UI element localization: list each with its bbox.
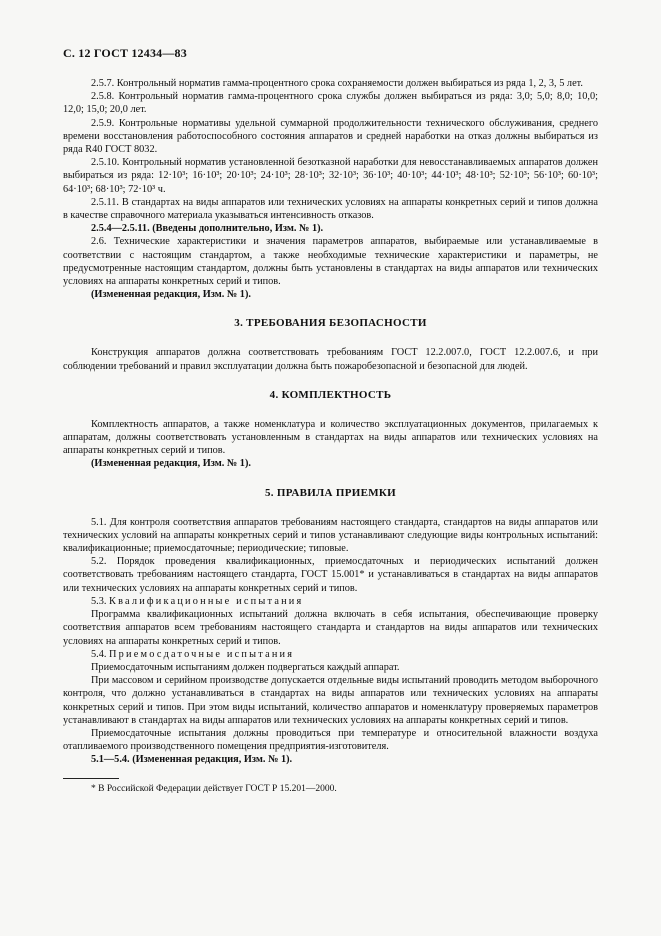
section-4-body	[63, 418, 598, 471]
clause-5-4-paragraph-b: При массовом и серийном производстве допускается отдельные виды испытаний проводить методом выборочного контроля, что должно устанавливаться в стандартах на виды аппаратов или технических условиях на аппараты конкретных серий и типов. При этом виды испытаний, количество аппаратов и номенклатуру проверяемых параметров устанавливают в стандартах на виды аппаратов или технических условиях на аппараты конкретных серий и типов.	[63, 675, 598, 726]
amendment-note-5: 5.1—5.4. (Измененная редакция, Изм. № 1).	[91, 754, 293, 766]
section-3-body	[63, 346, 598, 372]
clause-5-2: 5.2. Порядок проведения квалификационных, приемосдаточных и периодических испытаний должен соответствовать требованиям настоящего стандарта, ГОСТ 15.001* и устанавливаться в стандартах на виды аппаратов или технических условиях на аппараты конкретных серий и типов.	[63, 556, 598, 594]
clause-5-4-heading	[63, 648, 598, 661]
clause-2-5-9: 2.5.9. Контрольные нормативы удельной суммарной продолжительности технического обслуживания, среднего времени восстановления работоспособного состояния аппаратов и средней наработки на отказ должны выбираться из ряда R40 ГОСТ 8032.	[63, 117, 598, 156]
section-3-title: 3. ТРЕБОВАНИЯ БЕЗОПАСНОСТИ	[234, 317, 427, 330]
clause-5-4-paragraph-c: Приемосдаточные испытания должны проводиться при температуре и относительной влажности воздуха отапливаемого производственного помещения предприятия-изготовителя.	[63, 727, 598, 753]
amendment-note-4: (Измененная редакция, Изм. № 1).	[91, 458, 251, 470]
clause-5-1: 5.1. Для контроля соответствия аппаратов требованиям настоящего стандарта, стандартов на виды аппаратов или технических условий на аппараты конкретных серий и типов устанавливают следующие виды контрольных испытаний: квалификационные; приемосдаточные; периодические; типовые.	[63, 516, 598, 555]
amendment-note-2-6: (Измененная редакция, Изм. № 1).	[91, 289, 251, 301]
clause-2-6: 2.6. Технические характеристики и значения параметров аппаратов, выбираемые или устанавливаемые в соответствии с настоящим стандартом, а также необходимые технические характеристики и параметры, не предусмотренные настоящим стандартом, должны быть установлены в стандартах на виды аппаратов или технических условиях на аппараты конкретных серий и типов.	[63, 236, 598, 288]
amendment-note-2-5: 2.5.4—2.5.11. (Введены дополнительно, Изм. № 1).	[91, 223, 324, 235]
clause-2-5-11: 2.5.11. В стандартах на виды аппаратов или технических условиях на аппараты конкретных серий и типов должна в качестве справочного материала указываться интенсивность отказов.	[63, 196, 598, 222]
clause-2-5-8: 2.5.8. Контрольный норматив гамма-процентного срока службы должен выбираться из ряда: 3,0; 5,0; 8,0; 10,0; 12,0; 15,0; 20,0 лет.	[63, 91, 598, 116]
clause-5-3-heading	[63, 595, 598, 608]
page-header: С. 12 ГОСТ 12434—83	[63, 46, 187, 60]
section-4-title: 4. КОМПЛЕКТНОСТЬ	[269, 388, 392, 401]
clause-5-3-text: Программа квалификационных испытаний должна включать в себя испытания, обеспечивающие проверку соответствия аппаратов всем требованиям настоящего стандарта и стандартов на виды аппаратов или технических условиях на аппараты конкретных серий и типов.	[63, 609, 598, 647]
clause-5-4-number: 5.4.	[91, 648, 107, 660]
footnote-divider	[63, 778, 119, 779]
footnote: * В Российской Федерации действует ГОСТ Р 15.201—2000.	[91, 783, 337, 794]
clause-5-3-number: 5.3.	[91, 595, 107, 607]
clause-5-4-title: Приемосдаточные испытания	[109, 648, 295, 660]
section-5-body	[63, 516, 598, 767]
clause-5-3-title: Квалификационные испытания	[109, 595, 304, 607]
section-4-paragraph: Комплектность аппаратов, а также номенклатура и количество эксплуатационных документов, прилагаемых к аппаратам, должны соответствовать установленным в стандартах на виды аппаратов или технических условиях на аппараты конкретных серий и типов.	[63, 418, 598, 457]
clause-5-4-paragraph-a: Приемосдаточным испытаниям должен подвергаться каждый аппарат.	[91, 661, 400, 673]
clause-2-5-7: 2.5.7. Контрольный норматив гамма-процентного срока сохраняемости должен выбираться из ряда 1, 2, 3, 5 лет.	[91, 78, 583, 89]
section-5-title: 5. ПРАВИЛА ПРИЕМКИ	[264, 486, 397, 499]
section-3-paragraph: Конструкция аппаратов должна соответствовать требованиям ГОСТ 12.2.007.0, ГОСТ 12.2.007.6, и при соблюдении требований и правил эксплуатации должна быть пожаробезопасной и безопасной для людей.	[63, 347, 598, 372]
clause-2-5-10: 2.5.10. Контрольный норматив установленной безотказной наработки для невосстанавливаемых аппаратов должен выбираться из ряда: 12·10³; 16·10³; 20·10³; 24·10³; 28·10³; 32·10³; 36·10³; 40·10³; 44·10³; 48·10³; 52·10³; 56·10³; 60·10³; 64·10³; 68·10³; 72·10³ ч.	[63, 157, 598, 195]
section-2-continued	[63, 77, 598, 301]
